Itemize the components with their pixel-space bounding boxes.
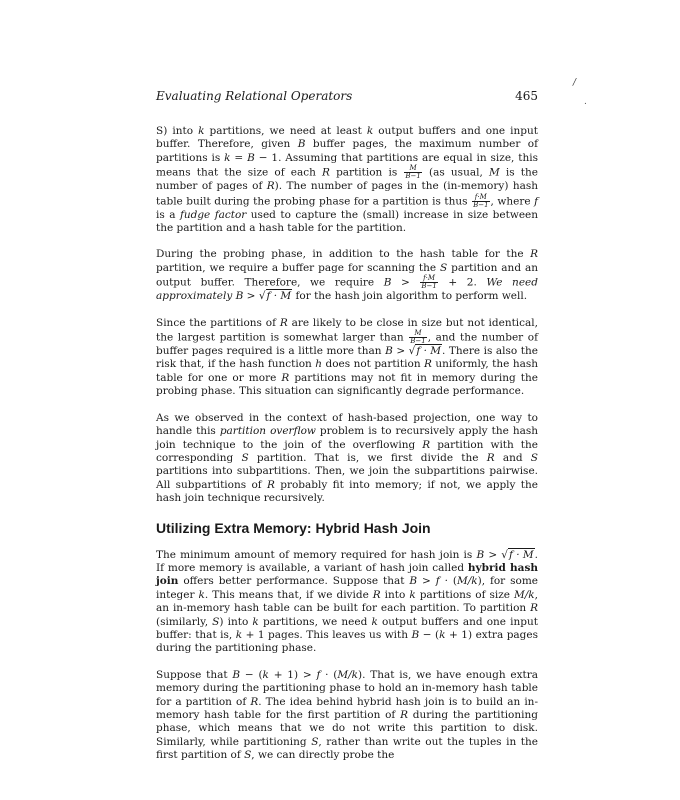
page-number: 465: [515, 89, 538, 103]
bold-term: hybrid hash join: [156, 561, 538, 588]
body-text: [156, 125, 538, 776]
fraction-m-over-b-minus-1: $\frac{M}{B-1}$: [405, 164, 421, 181]
paragraph-4: As we observed in the context of hash-based projection, one way to handle this partition overflow problem is to recursively apply the hash join technique to the join of the overflowing R partition with the corresponding S partition. That is, we first divide the R and S partitions into subpartitions. Then, we join the subpartitions pairwise. All subpartitions of R probably fit into memory; if not, we apply the hash join technique recursively.: [156, 411, 539, 505]
sqrt-f-m: √f · M: [258, 290, 292, 303]
fraction-m-over-b-minus-1: $\frac{M}{B-1}$: [410, 329, 426, 346]
fraction-fm-over-b-minus-1: $\frac{f\cdot M}{B-1}$: [421, 274, 437, 291]
sqrt-f-m: √f · M: [501, 548, 534, 561]
running-header: [156, 89, 538, 107]
sqrt-f-m: √f · M: [408, 345, 442, 358]
section-heading: Utilizing Extra Memory: Hybrid Hash Join: [156, 519, 431, 536]
paragraph-1: S) into k partitions, we need at least k output buffers and one input buffer. Therefore, given B buffer pages, the maximum number of partitions is k = B − 1. Assuming that partitions are equal in size, this means that the size of each R partition is $\frac{M}{B-1}$ (as usual, M is the number of pages of R). The number of pages in the (in-memory) hash table built during the probing phase for a partition is thus $\frac{f\cdot M}{B-1}$ , where f is a fudge factor used to capture the (small) increase in size between the partition and a hash table for the partition.: [156, 125, 539, 235]
fraction-fm-over-b-minus-1: $\frac{f\cdot M}{B-1}$: [473, 192, 489, 209]
margin-dot: .: [584, 97, 587, 107]
paragraph-3: Since the partitions of R are likely to be close in size but not identical, the largest partition is somewhat larger than $\frac{M}{B-1}$ , and the number of buffer pages required is a little more than B > √f · M. There is also the risk that, if the hash function h does not partition R uniformly, the hash table for one or more R partitions may not fit in memory during the probing phase. This situation can significantly degrade performance.: [156, 316, 538, 398]
paragraph-6: Suppose that B − (k + 1) > f · (M/k). That is, we have enough extra memory during the partitioning phase to hold an in-memory hash table for a partition of R. The idea behind hybrid hash join is to build an in-memory hash table for the first partition of R during the partitioning phase, which means that we do not write this partition to disk. Similarly, while partitioning S, rather than write out the tuples in the first partition of S, we can directly probe the: [156, 668, 538, 762]
paragraph-2: During the probing phase, in addition to the hash table for the R partition, we require a buffer page for scanning the S partition and an output buffer. Therefore, we require B > $\frac{f\cdot M}{B-1}$ + 2. We need approximately B > √f · M for the hash join algorithm to perform well.: [156, 248, 538, 303]
running-title: Evaluating Relational Operators: [156, 89, 353, 103]
paragraph-5: The minimum amount of memory required for hash join is B > √f · M. If more memory is available, a variant of hash join called hybrid hash join offers better performance. Suppose that B > f · (M/k), for some integer k. This means that, if we divide R into k partitions of size M/k, an in-memory hash table can be built for each partition. To partition R (similarly, S) into k partitions, we need k output buffers and one input buffer: that is, k + 1 pages. This leaves us with B − (k + 1) extra pages during the partitioning phase.: [156, 548, 539, 655]
margin-mark: /: [573, 78, 577, 88]
